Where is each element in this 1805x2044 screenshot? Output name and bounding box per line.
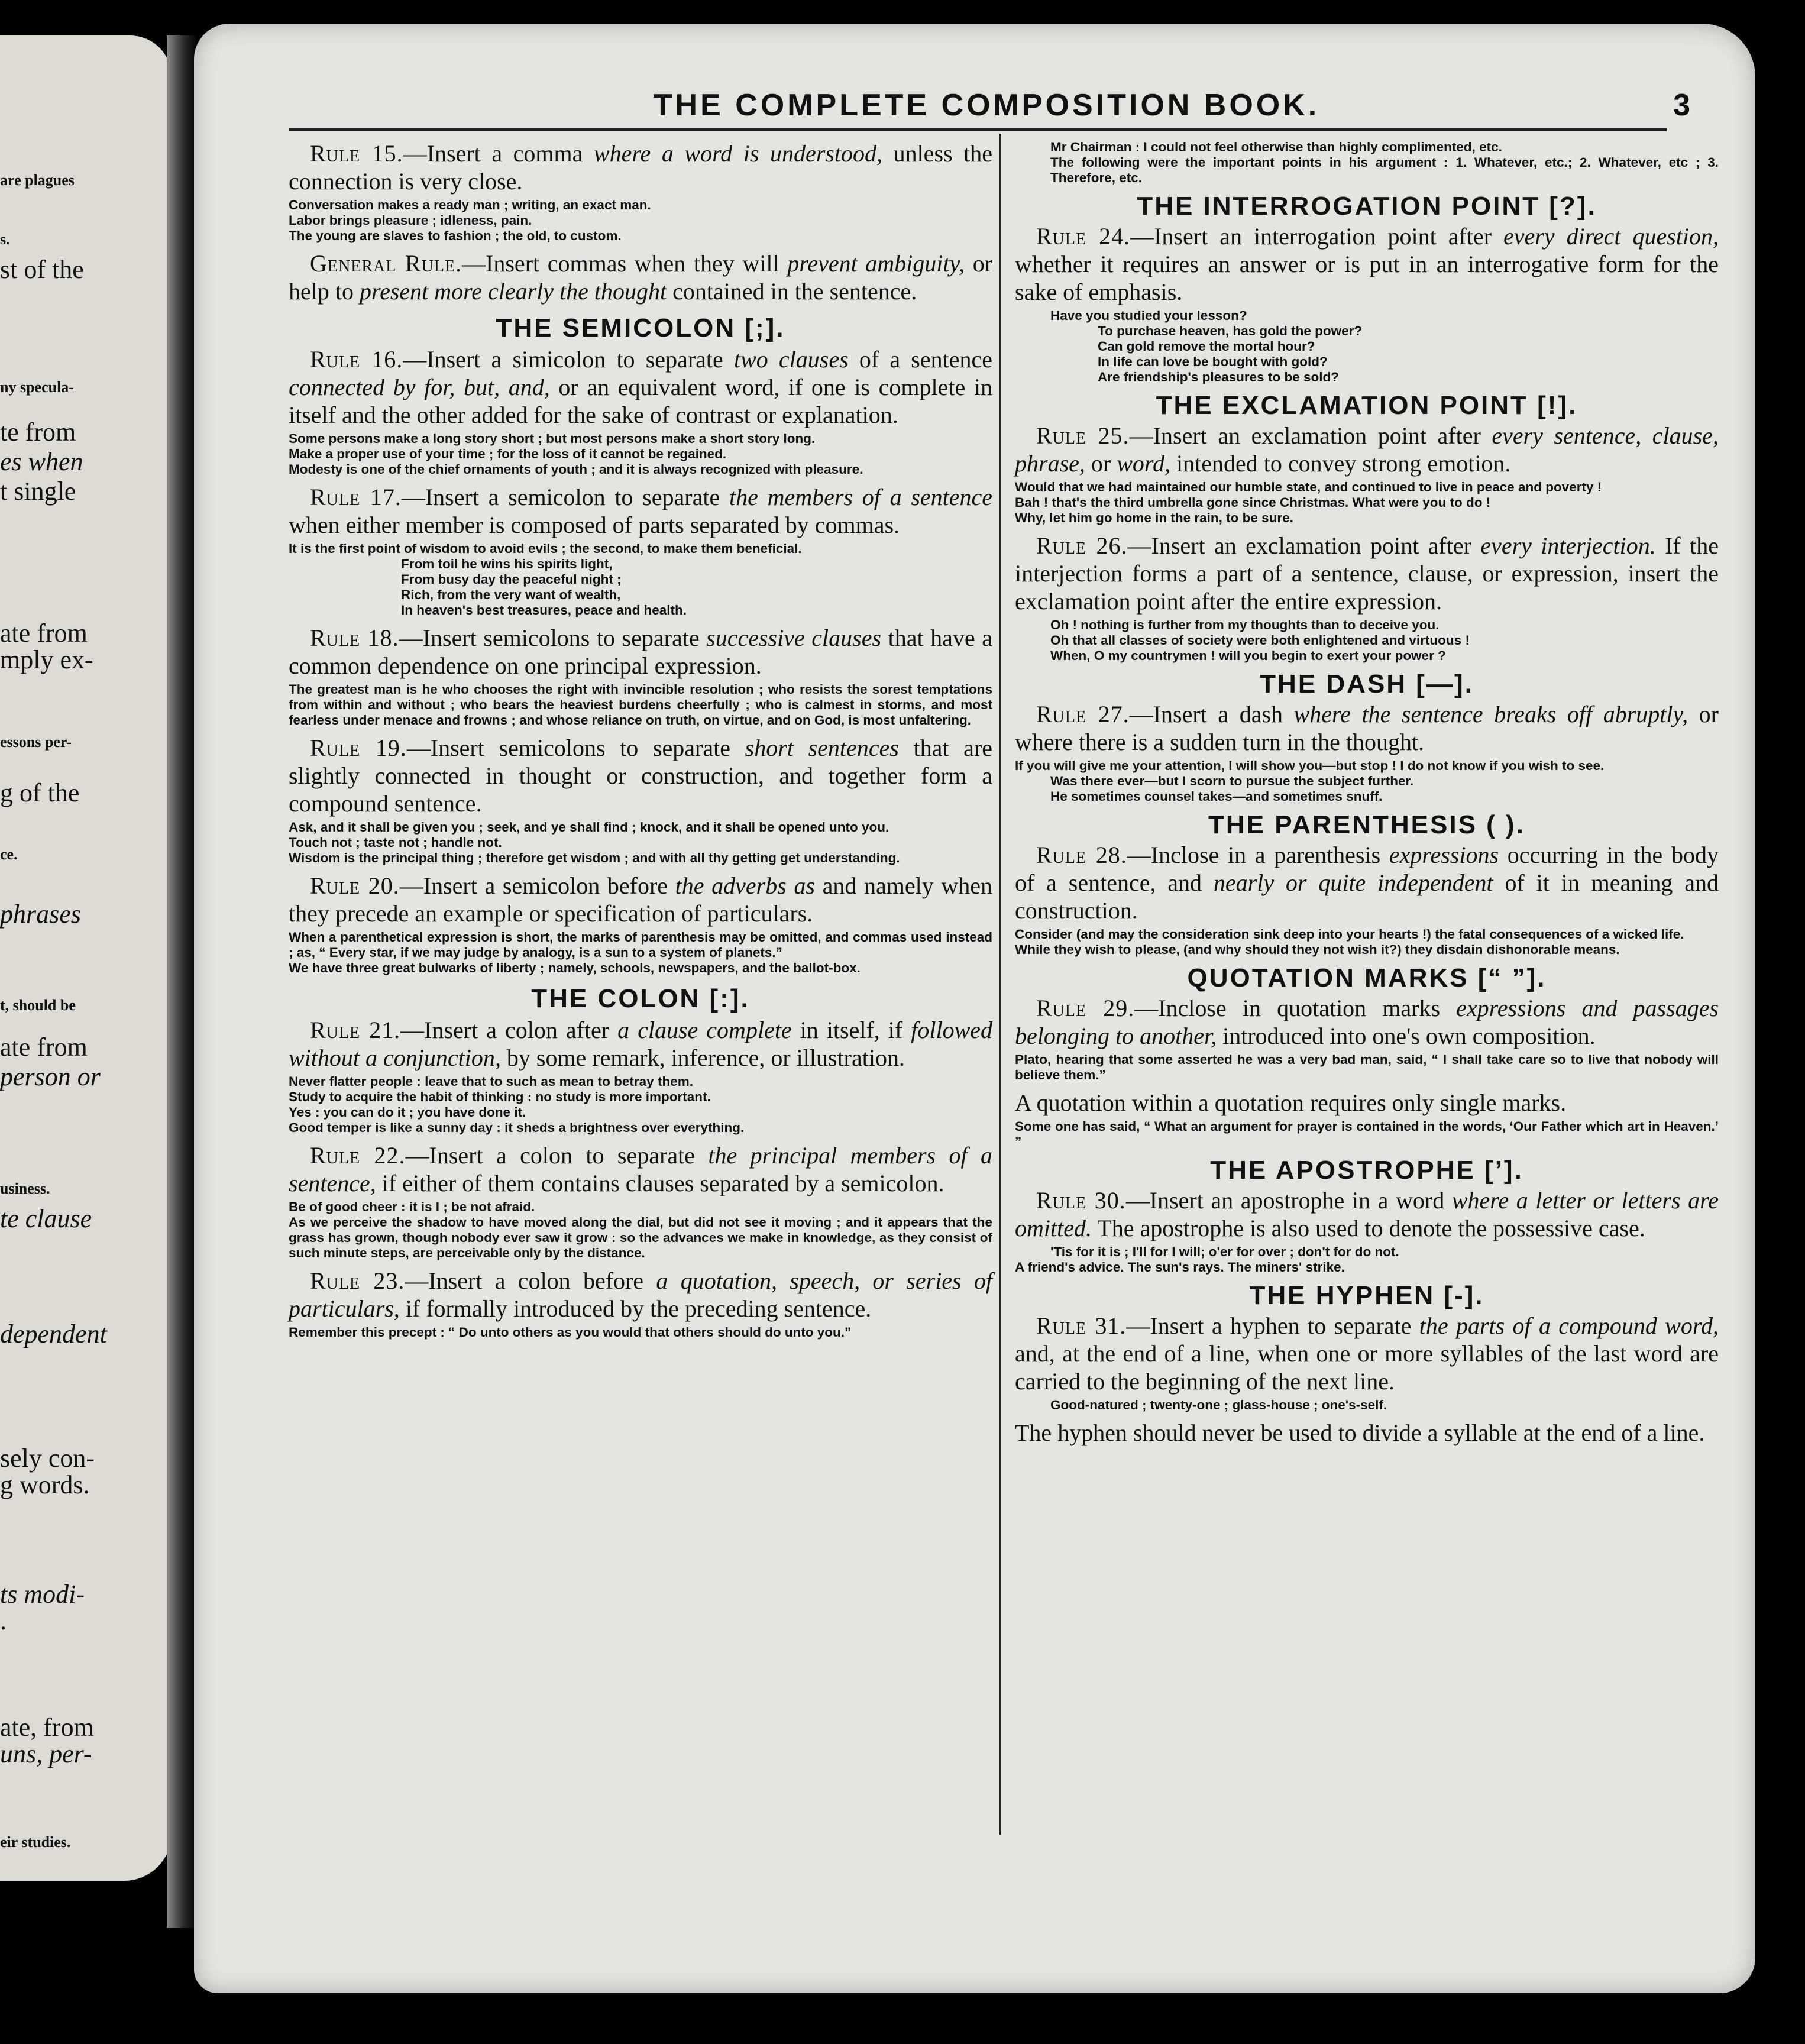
example: Why, let him go home in the rain, to be sure. [1015,510,1293,525]
rule-emphasis: present more clearly the thought [359,278,667,305]
rule-text: intended to convey strong emotion. [1170,450,1511,477]
rule-24 [1015,222,1719,385]
rule-25 [1015,422,1719,526]
rule-label: Rule 20. [310,872,400,899]
example: The greatest man is he who chooses the right with invincible resolution ; who resists the sorest temptations from within and without ; who bears the heaviest burdens cheerfully ; who is calmest in storms, and most fearless under menace and frowns ; and whose reliance on truth, on virtue, and on God, is most unfaltering. [289,682,992,727]
note: The hyphen should never be used to divide a syllable at the end of a line. [1015,1419,1705,1446]
poem-line: Rich, from the very want of wealth, [401,587,621,602]
rule-16 [289,345,992,477]
poem-line: Can gold remove the mortal hour? [1098,339,1315,354]
rule-label: Rule 19. [310,735,407,761]
section-heading-quotation-marks: QUOTATION MARKS [“ ”]. [1187,963,1547,992]
facing-page-line: person or [0,1062,101,1091]
facing-page-line: ate from [0,619,88,648]
rule-23 [289,1267,992,1340]
facing-page-line: g words. [0,1470,90,1499]
rule-text: —Insert an exclamation point after [1129,422,1492,449]
facing-page-line: sely con- [0,1444,95,1473]
rule-label: Rule 29. [1036,995,1135,1021]
facing-page-line: are plagues [0,172,75,189]
facing-page-line: st of the [0,255,84,284]
example: Wisdom is the principal thing ; therefore get wisdom ; and with all thy getting get understanding. [289,850,900,865]
section-heading-exclamation: THE EXCLAMATION POINT [!]. [1156,391,1578,420]
poem-line: From busy day the peaceful night ; [401,572,622,587]
rule-label: Rule 16. [310,346,403,373]
poem-line: In heaven's best treasures, peace and health. [401,603,687,617]
rule-text: —Insert an exclamation point after [1127,532,1481,559]
example: Bah ! that's the third umbrella gone since Christmas. What were you to do ! [1015,495,1491,510]
rule-text: when either member is composed of parts separated by commas. [289,512,900,538]
example: Have you studied your lesson? [1050,308,1247,323]
example: 'Tis for it is ; I'll for I will; o'er for over ; don't for do not. [1050,1244,1399,1259]
rule-text: that have a common dependence on one principal expression. [289,625,993,679]
example: Touch not ; taste not ; handle not. [289,835,502,850]
rule-text: by some remark, inference, or illustration. [500,1044,905,1071]
rule-15 [289,140,992,244]
page-gutter [167,35,198,1928]
facing-page-line: usiness. [0,1180,50,1197]
example: Never flatter people : leave that to such as mean to betray them. [289,1074,693,1089]
rule-text: —Insert a semicolon before [399,872,675,899]
rule-text: occurring in the body of a sentence, and [1015,842,1719,896]
rule-label: Rule 28. [1036,842,1127,868]
rule-label: Rule 30. [1036,1187,1126,1214]
example: As we perceive the shadow to have moved along the dial, but did not see it moving ; and it appears that the grass has grown, though nobody ever saw it grow : so the advances we make in knowledge, as they consist of such minute steps, are perceivable only by the distance. [289,1215,992,1260]
poem-line: Are friendship's pleasures to be sold? [1098,370,1339,384]
section-heading-dash: THE DASH [—]. [1260,670,1474,698]
example: When, O my countrymen ! will you begin to exert your power ? [1050,648,1446,663]
rule-text: —Insert semicolons to separate [406,735,745,761]
rule-text: —Insert a simicolon to separate [403,346,734,373]
rule-emphasis: the principal members of a sentence, [289,1142,992,1196]
facing-page-line: g of the [0,778,80,807]
rule-label: Rule 27. [1036,701,1130,727]
rule-label: Rule 24. [1036,223,1131,250]
facing-page-text [0,35,172,1881]
facing-page-line: t, should be [0,997,76,1014]
rule-emphasis: followed without a conjunction, [289,1017,993,1071]
general-rule [289,250,992,305]
rule-text: —Insert a colon before [405,1267,656,1294]
rule-label: Rule 26. [1036,532,1128,559]
example: If you will give me your attention, I will show you—but stop ! I do not know if you wish to see. [1015,758,1605,773]
poem-line: From toil he wins his spirits light, [401,557,613,571]
example: Some persons make a long story short ; but most persons make a short story long. [289,431,816,446]
rule-label: Rule 22. [310,1142,406,1169]
example: Consider (and may the consideration sink deep into your hearts !) the fatal consequences of a wicked life. [1015,927,1684,942]
rule-text: —Insert semicolons to separate [399,625,707,651]
example: Modesty is one of the chief ornaments of youth ; and it is always recognized with pleasure. [289,462,863,477]
example: Plato, hearing that some asserted he was a very bad man, said, “ I shall take care so to live that nobody will believe them.” [1015,1052,1719,1082]
section-heading-hyphen: THE HYPHEN [-]. [1249,1281,1484,1310]
rule-emphasis: expressions [1389,842,1499,868]
rule-text: —Insert an apostrophe in a word [1125,1187,1452,1214]
rule-19 [289,734,992,866]
facing-page-line: ny specula- [0,379,74,396]
example: It is the first point of wisdom to avoid evils ; the second, to make them beneficial. [289,541,802,556]
facing-page-line: t single [0,477,76,506]
rule-text: introduced into one's own composition. [1217,1023,1596,1049]
column-rule [999,134,1001,1835]
poem-line: To purchase heaven, has gold the power? [1098,324,1363,338]
rule-20 [289,872,992,976]
rule-emphasis: the parts of a compound word, [1419,1312,1719,1339]
facing-page-line: ce. [0,846,18,863]
rule-label: Rule 23. [310,1267,405,1294]
facing-page-line: essons per- [0,733,72,751]
example: He sometimes counsel takes—and sometimes snuff. [1050,789,1383,804]
rule-31 [1015,1312,1719,1447]
rule-emphasis: a clause complete [617,1017,792,1043]
rule-emphasis: prevent ambiguity, [787,250,965,277]
facing-page-line: ate, from [0,1713,94,1742]
rule-label: Rule 15. [310,140,403,167]
rule-label: Rule 18. [310,625,399,651]
rule-text: —Insert a hyphen to separate [1126,1312,1419,1339]
rule-text: of it in meaning and construction. [1015,869,1719,924]
example: Remember this precept : “ Do unto others as you would that others should do unto you.” [289,1325,852,1340]
rule-label: General Rule. [310,250,462,277]
example: Ask, and it shall be given you ; seek, and ye shall find ; knock, and it shall be opened unto you. [289,820,889,835]
section-heading-colon: THE COLON [:]. [531,984,750,1013]
rule-text: The apostrophe is also used to denote the possessive case. [1091,1215,1645,1241]
rule-text: if formally introduced by the preceding sentence. [399,1295,872,1322]
poem-line: In life can love be bought with gold? [1098,354,1328,369]
rule-label: Rule 17. [310,484,402,510]
facing-page-line: es when [0,447,83,476]
facing-page-line: ts modi- [0,1580,85,1609]
rule-text: and namely when they precede an example or specification of particulars. [289,872,993,927]
rule-27 [1015,700,1719,804]
rule-text: in itself, if [791,1017,911,1043]
rule-text: or an equivalent word, if one is complete in itself and the other added for the sake of contrast or explanation. [289,374,992,428]
rule-22 [289,1141,992,1261]
rule-text: that are slightly connected in thought or construction, and together form a compound sentence. [289,735,992,817]
facing-page-line: s. [0,231,10,248]
rule-text: whether it requires an answer or is put in an interrogative form for the sake of emphasis. [1015,251,1719,305]
rule-emphasis: every direct question, [1503,223,1719,250]
rule-emphasis: where a word is understood, [593,140,882,167]
rule-text: or help to [289,250,993,305]
facing-page-line: phrases [0,900,81,929]
facing-page-line: mply ex- [0,645,93,674]
left-column [289,140,992,1346]
rule-text: contained in the sentence. [667,278,917,305]
rule-emphasis: two clauses [733,346,849,373]
example: We have three great bulwarks of liberty ; namely, schools, newspapers, and the ballot-box. [289,960,861,975]
rule-text: or [1085,450,1117,477]
rule-text: if either of them contains clauses separated by a semicolon. [376,1170,944,1196]
rule-28 [1015,841,1719,958]
facing-page-line: uns, per- [0,1739,92,1768]
example: Labor brings pleasure ; idleness, pain. [289,213,532,228]
example: When a parenthetical expression is short, the marks of parenthesis may be omitted, and commas used instead ; as, “ Every star, if we may judge by analogy, is a sun to a system of planets.” [289,930,992,960]
rule-emphasis: short sentences [745,735,899,761]
facing-page-line: dependent [0,1319,107,1348]
facing-page-fragment [0,35,172,1881]
example: Make a proper use of your time ; for the loss of it cannot be regained. [289,447,727,461]
rule-text: —Insert a semicolon to separate [401,484,729,510]
rule-21 [289,1016,992,1136]
section-heading-apostrophe: THE APOSTROPHE [’]. [1210,1156,1523,1185]
section-heading-semicolon: THE SEMICOLON [;]. [496,313,785,342]
rule-emphasis: nearly or quite independent [1213,869,1493,896]
rule-emphasis: successive clauses [706,625,882,651]
example: Good temper is like a sunny day : it sheds a brightness over everything. [289,1120,745,1135]
rule-text: or where there is a sudden turn in the thought. [1015,701,1719,755]
rule-label: Rule 31. [1036,1312,1127,1339]
rule-emphasis: a quotation, speech, or series of particulars, [289,1267,993,1322]
rule-text: —Insert a colon after [400,1017,618,1043]
rule-29 [1015,994,1719,1150]
rule-emphasis: where the sentence breaks off abruptly, [1293,701,1688,727]
example: Was there ever—but I scorn to pursue the subject further. [1050,774,1414,788]
example: Oh that all classes of society were both enlightened and virtuous ! [1050,633,1470,648]
rule-text: unless the connection is very close. [289,140,993,195]
rule-17 [289,483,992,618]
example: Mr Chairman : I could not feel otherwise than highly complimented, etc. [1050,140,1502,154]
rule-label: Rule 25. [1036,422,1130,449]
example: A friend's advice. The sun's rays. The miners' strike. [1015,1260,1345,1275]
example: Study to acquire the habit of thinking : no study is more important. [289,1089,711,1104]
rule-label: Rule 21. [310,1017,401,1043]
example: Some one has said, “ What an argument for prayer is contained in the words, ‘Our Father which art in Heaven.’ ” [1015,1119,1719,1149]
rule-emphasis: word, [1117,450,1170,477]
rule-text: —Insert commas when they will [462,250,788,277]
running-title: THE COMPLETE COMPOSITION BOOK. [653,88,1320,122]
rule-emphasis: the adverbs as [675,872,815,899]
colon-examples-continued [1015,140,1719,186]
rule-emphasis: the members of a sentence [729,484,993,510]
example: The following were the important points in his argument : 1. Whatever, etc.; 2. Whatever, etc ; 3. Therefore, etc. [1050,155,1719,185]
rule-18 [289,624,992,728]
facing-page-line: te clause [0,1204,92,1233]
rule-text: —Insert an interrogation point after [1130,223,1504,250]
section-heading-interrogation: THE INTERROGATION POINT [?]. [1137,192,1597,221]
rule-emphasis: every interjection. [1480,532,1656,559]
rule-text: —Insert a dash [1129,701,1294,727]
facing-page-line: . [0,1606,7,1635]
example: Good-natured ; twenty-one ; glass-house ; one's-self. [1050,1398,1387,1412]
facing-page-line: eir studies. [0,1833,71,1851]
book-page [194,24,1755,1993]
rule-text: —Inclose in quotation marks [1134,995,1457,1021]
rule-text: —Insert a comma [403,140,594,167]
rule-30 [1015,1186,1719,1275]
facing-page-line: ate from [0,1033,88,1062]
section-heading-parenthesis: THE PARENTHESIS ( ). [1208,810,1525,839]
rule-26 [1015,532,1719,664]
example: The young are slaves to fashion ; the old, to custom. [289,228,622,243]
rule-text: If the interjection forms a part of a sentence, clause, or expression, insert the exclamation point after the entire expression. [1015,532,1719,615]
header-rule [289,128,1667,131]
rule-emphasis: connected by for, but, and, [289,374,550,400]
rule-text: —Insert a colon to separate [405,1142,709,1169]
example: Conversation makes a ready man ; writing, an exact man. [289,198,651,212]
example: Oh ! nothing is further from my thoughts than to deceive you. [1050,617,1440,632]
example: Yes : you can do it ; you have done it. [289,1105,526,1120]
rule-text: —Inclose in a parenthesis [1127,842,1389,868]
rule-text: of a sentence [848,346,993,373]
example: Would that we had maintained our humble state, and continued to live in peace and poverty ! [1015,480,1602,494]
facing-page-line: te from [0,418,76,447]
page-number: 3 [1673,88,1690,122]
example: Be of good cheer : it is I ; be not afraid. [289,1199,535,1214]
rule-emphasis: expressions and passages belonging to another, [1015,995,1719,1049]
rule-emphasis: where a letter or letters are omitted. [1015,1187,1719,1241]
example: While they wish to please, (and why should they not wish it?) they disdain dishonorable means. [1015,942,1620,957]
note: A quotation within a quotation requires only single marks. [1015,1089,1567,1116]
rule-emphasis: every sentence, clause, phrase, [1015,422,1719,477]
rule-text: and, at the end of a line, when one or more syllables of the last word are carried to the beginning of the next line. [1015,1340,1719,1395]
right-column [1015,140,1719,1453]
